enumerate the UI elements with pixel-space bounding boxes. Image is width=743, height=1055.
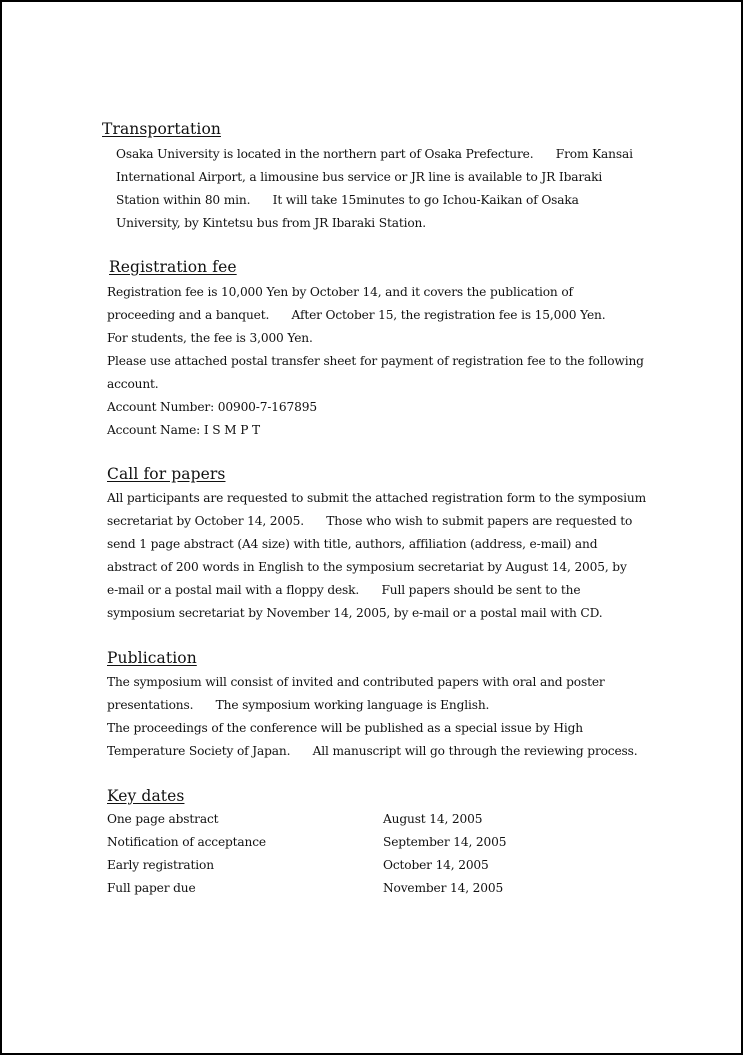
paragraph-line: send 1 page abstract (A4 size) with title, authors, affiliation (address, e-mail) and [107,537,598,551]
heading-transportation: Transportation [102,120,221,138]
paragraph-line: The proceedings of the conference will be published as a special issue by High [107,721,583,735]
key-date-label: Early registration [107,858,214,872]
paragraph-line: presentations. The symposium working language is English. [107,698,490,712]
paragraph-line: All participants are requested to submit the attached registration form to the symposium [107,491,646,505]
key-date-label: One page abstract [107,812,219,826]
key-date-value: August 14, 2005 [383,812,483,826]
key-date-label: Notification of acceptance [107,835,266,849]
paragraph-line: Station within 80 min. It will take 15minutes to go Ichou-Kaikan of Osaka [116,193,579,207]
heading-key-dates: Key dates [107,787,185,805]
key-date-value: November 14, 2005 [383,881,504,895]
account-name: Account Name: I S M P T [107,423,260,437]
paragraph-line: e-mail or a postal mail with a floppy desk. Full papers should be sent to the [107,583,581,597]
key-date-value: October 14, 2005 [383,858,489,872]
paragraph-line: secretariat by October 14, 2005. Those who wish to submit papers are requested to [107,514,633,528]
heading-call-for-papers: Call for papers [107,465,226,483]
key-date-value: September 14, 2005 [383,835,507,849]
paragraph-line: abstract of 200 words in English to the symposium secretariat by August 14, 2005, by [107,560,627,574]
heading-publication: Publication [107,649,197,667]
paragraph-line: Osaka University is located in the northern part of Osaka Prefecture. From Kansai [116,147,633,161]
paragraph-line: For students, the fee is 3,000 Yen. [107,331,313,345]
paragraph-line: Temperature Society of Japan. All manuscript will go through the reviewing process. [107,744,638,758]
paragraph-line: Please use attached postal transfer sheet for payment of registration fee to the following [107,354,644,368]
paragraph-line: account. [107,377,159,391]
key-date-label: Full paper due [107,881,196,895]
paragraph-line: International Airport, a limousine bus service or JR line is available to JR Ibaraki [116,170,603,184]
paragraph-line: Registration fee is 10,000 Yen by October 14, and it covers the publication of [107,285,573,299]
paragraph-line: The symposium will consist of invited and contributed papers with oral and poster [107,675,605,689]
paragraph-line: symposium secretariat by November 14, 2005, by e-mail or a postal mail with CD. [107,606,603,620]
heading-registration-fee: Registration fee [109,258,237,276]
paragraph-line: University, by Kintetsu bus from JR Ibaraki Station. [116,216,426,230]
paragraph-line: proceeding and a banquet. After October 15, the registration fee is 15,000 Yen. [107,308,606,322]
account-number: Account Number: 00900-7-167895 [107,400,317,414]
